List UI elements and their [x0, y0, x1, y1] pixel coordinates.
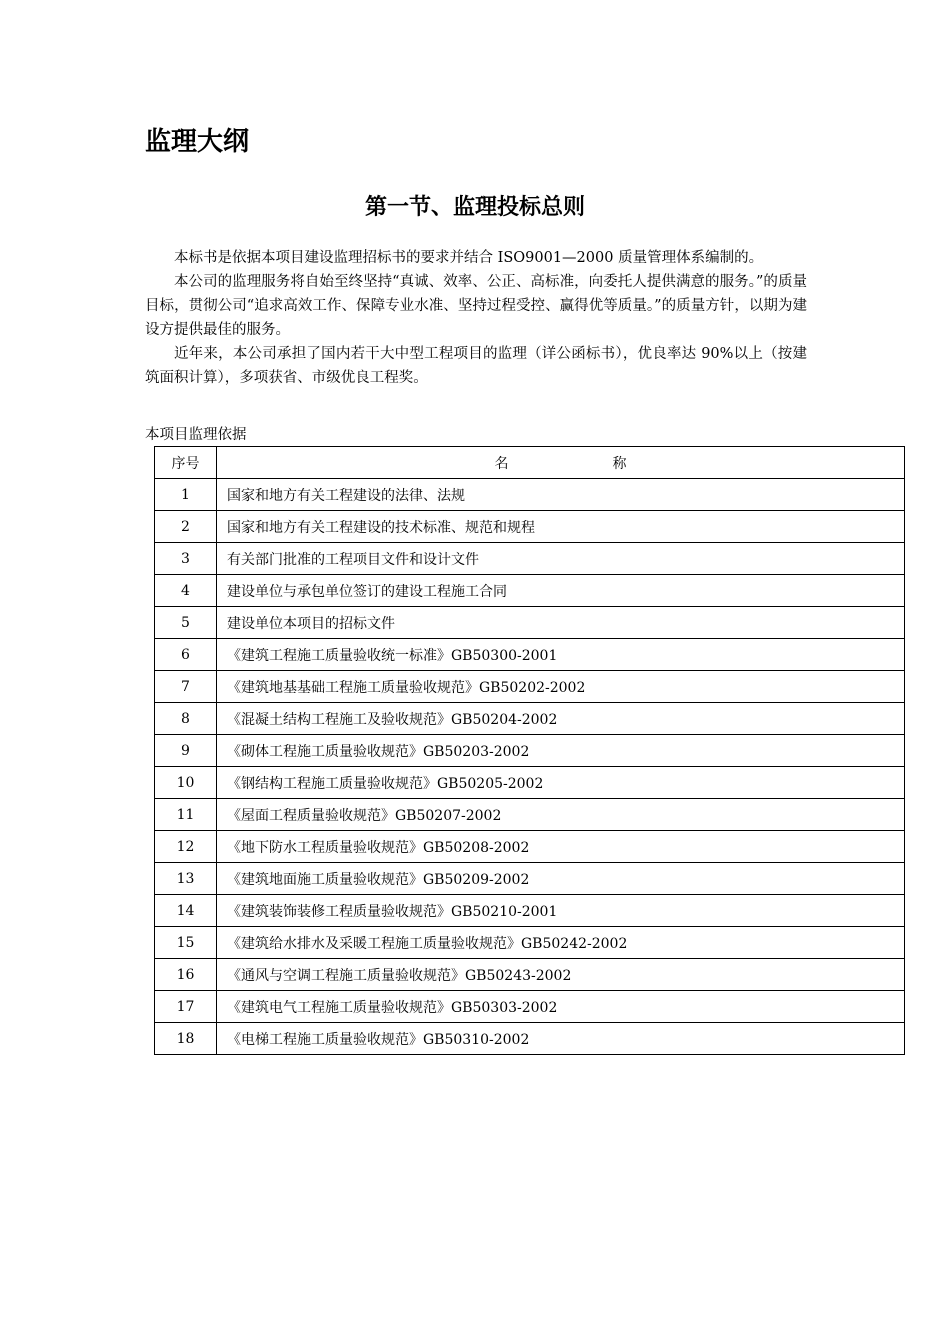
row-basis-name: 建设单位与承包单位签订的建设工程施工合同 [217, 575, 905, 607]
row-serial-number: 17 [155, 991, 217, 1023]
table-row [155, 895, 905, 927]
table-row [155, 575, 905, 607]
row-basis-name: 国家和地方有关工程建设的技术标准、规范和规程 [217, 511, 905, 543]
row-basis-name: 《建筑地面施工质量验收规范》GB50209-2002 [217, 863, 905, 895]
row-serial-number: 6 [155, 639, 217, 671]
row-basis-name: 《建筑地基基础工程施工质量验收规范》GB50202-2002 [217, 671, 905, 703]
row-basis-name: 《建筑工程施工质量验收统一标准》GB50300-2001 [217, 639, 905, 671]
row-serial-number: 1 [155, 479, 217, 511]
table-body [155, 479, 905, 1055]
row-basis-name: 《钢结构工程施工质量验收规范》GB50205-2002 [217, 767, 905, 799]
header-name-part2: 称 [612, 455, 627, 472]
section-title: 第一节、监理投标总则 [364, 195, 585, 220]
row-basis-name: 有关部门批准的工程项目文件和设计文件 [217, 543, 905, 575]
table-row [155, 799, 905, 831]
row-serial-number: 14 [155, 895, 217, 927]
header-name [217, 447, 905, 479]
table-row [155, 703, 905, 735]
row-basis-name: 《建筑给水排水及采暖工程施工质量验收规范》GB50242-2002 [217, 927, 905, 959]
table-row [155, 735, 905, 767]
row-serial-number: 9 [155, 735, 217, 767]
table-row [155, 991, 905, 1023]
row-serial-number: 5 [155, 607, 217, 639]
row-serial-number: 2 [155, 511, 217, 543]
paragraph-2: 本公司的监理服务将自始至终坚持“真诚、效率、公正、高标准，向委托人提供满意的服务。”的质量目标，贯彻公司“追求高效工作、保障专业水准、坚持过程受控、赢得优等质量。”的质量方针，以期为建设方提供最佳的服务。 [145, 274, 807, 338]
table-header-row [155, 447, 905, 479]
body-text [145, 246, 807, 390]
table-row [155, 479, 905, 511]
row-basis-name: 《建筑电气工程施工质量验收规范》GB50303-2002 [217, 991, 905, 1023]
row-serial-number: 13 [155, 863, 217, 895]
row-basis-name: 建设单位本项目的招标文件 [217, 607, 905, 639]
row-serial-number: 10 [155, 767, 217, 799]
table-row [155, 767, 905, 799]
header-serial-number: 序号 [155, 447, 217, 479]
row-serial-number: 4 [155, 575, 217, 607]
table-row [155, 959, 905, 991]
row-basis-name: 国家和地方有关工程建设的法律、法规 [217, 479, 905, 511]
table-caption: 本项目监理依据 [145, 427, 247, 443]
paragraph-3: 近年来，本公司承担了国内若干大中型工程项目的监理（详公函标书），优良率达 90%以上（按建筑面积计算），多项获省、市级优良工程奖。 [145, 346, 807, 386]
row-serial-number: 11 [155, 799, 217, 831]
row-serial-number: 16 [155, 959, 217, 991]
row-basis-name: 《砌体工程施工质量验收规范》GB50203-2002 [217, 735, 905, 767]
row-basis-name: 《建筑装饰装修工程质量验收规范》GB50210-2001 [217, 895, 905, 927]
table-row [155, 543, 905, 575]
row-serial-number: 12 [155, 831, 217, 863]
table-row [155, 607, 905, 639]
row-serial-number: 18 [155, 1023, 217, 1055]
table-row [155, 831, 905, 863]
row-basis-name: 《屋面工程质量验收规范》GB50207-2002 [217, 799, 905, 831]
table-row [155, 863, 905, 895]
row-serial-number: 8 [155, 703, 217, 735]
table-row [155, 1023, 905, 1055]
row-basis-name: 《通风与空调工程施工质量验收规范》GB50243-2002 [217, 959, 905, 991]
table-row [155, 511, 905, 543]
table-row [155, 639, 905, 671]
supervision-basis-table [154, 446, 905, 1055]
paragraph-1: 本标书是依据本项目建设监理招标书的要求并结合 ISO9001—2000 质量管理体系编制的。 [174, 250, 764, 266]
row-basis-name: 《电梯工程施工质量验收规范》GB50310-2002 [217, 1023, 905, 1055]
document-title: 监理大纲 [145, 127, 250, 157]
row-basis-name: 《混凝土结构工程施工及验收规范》GB50204-2002 [217, 703, 905, 735]
row-basis-name: 《地下防水工程质量验收规范》GB50208-2002 [217, 831, 905, 863]
header-name-part1: 名 [494, 455, 509, 472]
row-serial-number: 3 [155, 543, 217, 575]
row-serial-number: 7 [155, 671, 217, 703]
row-serial-number: 15 [155, 927, 217, 959]
table-row [155, 927, 905, 959]
table-row [155, 671, 905, 703]
